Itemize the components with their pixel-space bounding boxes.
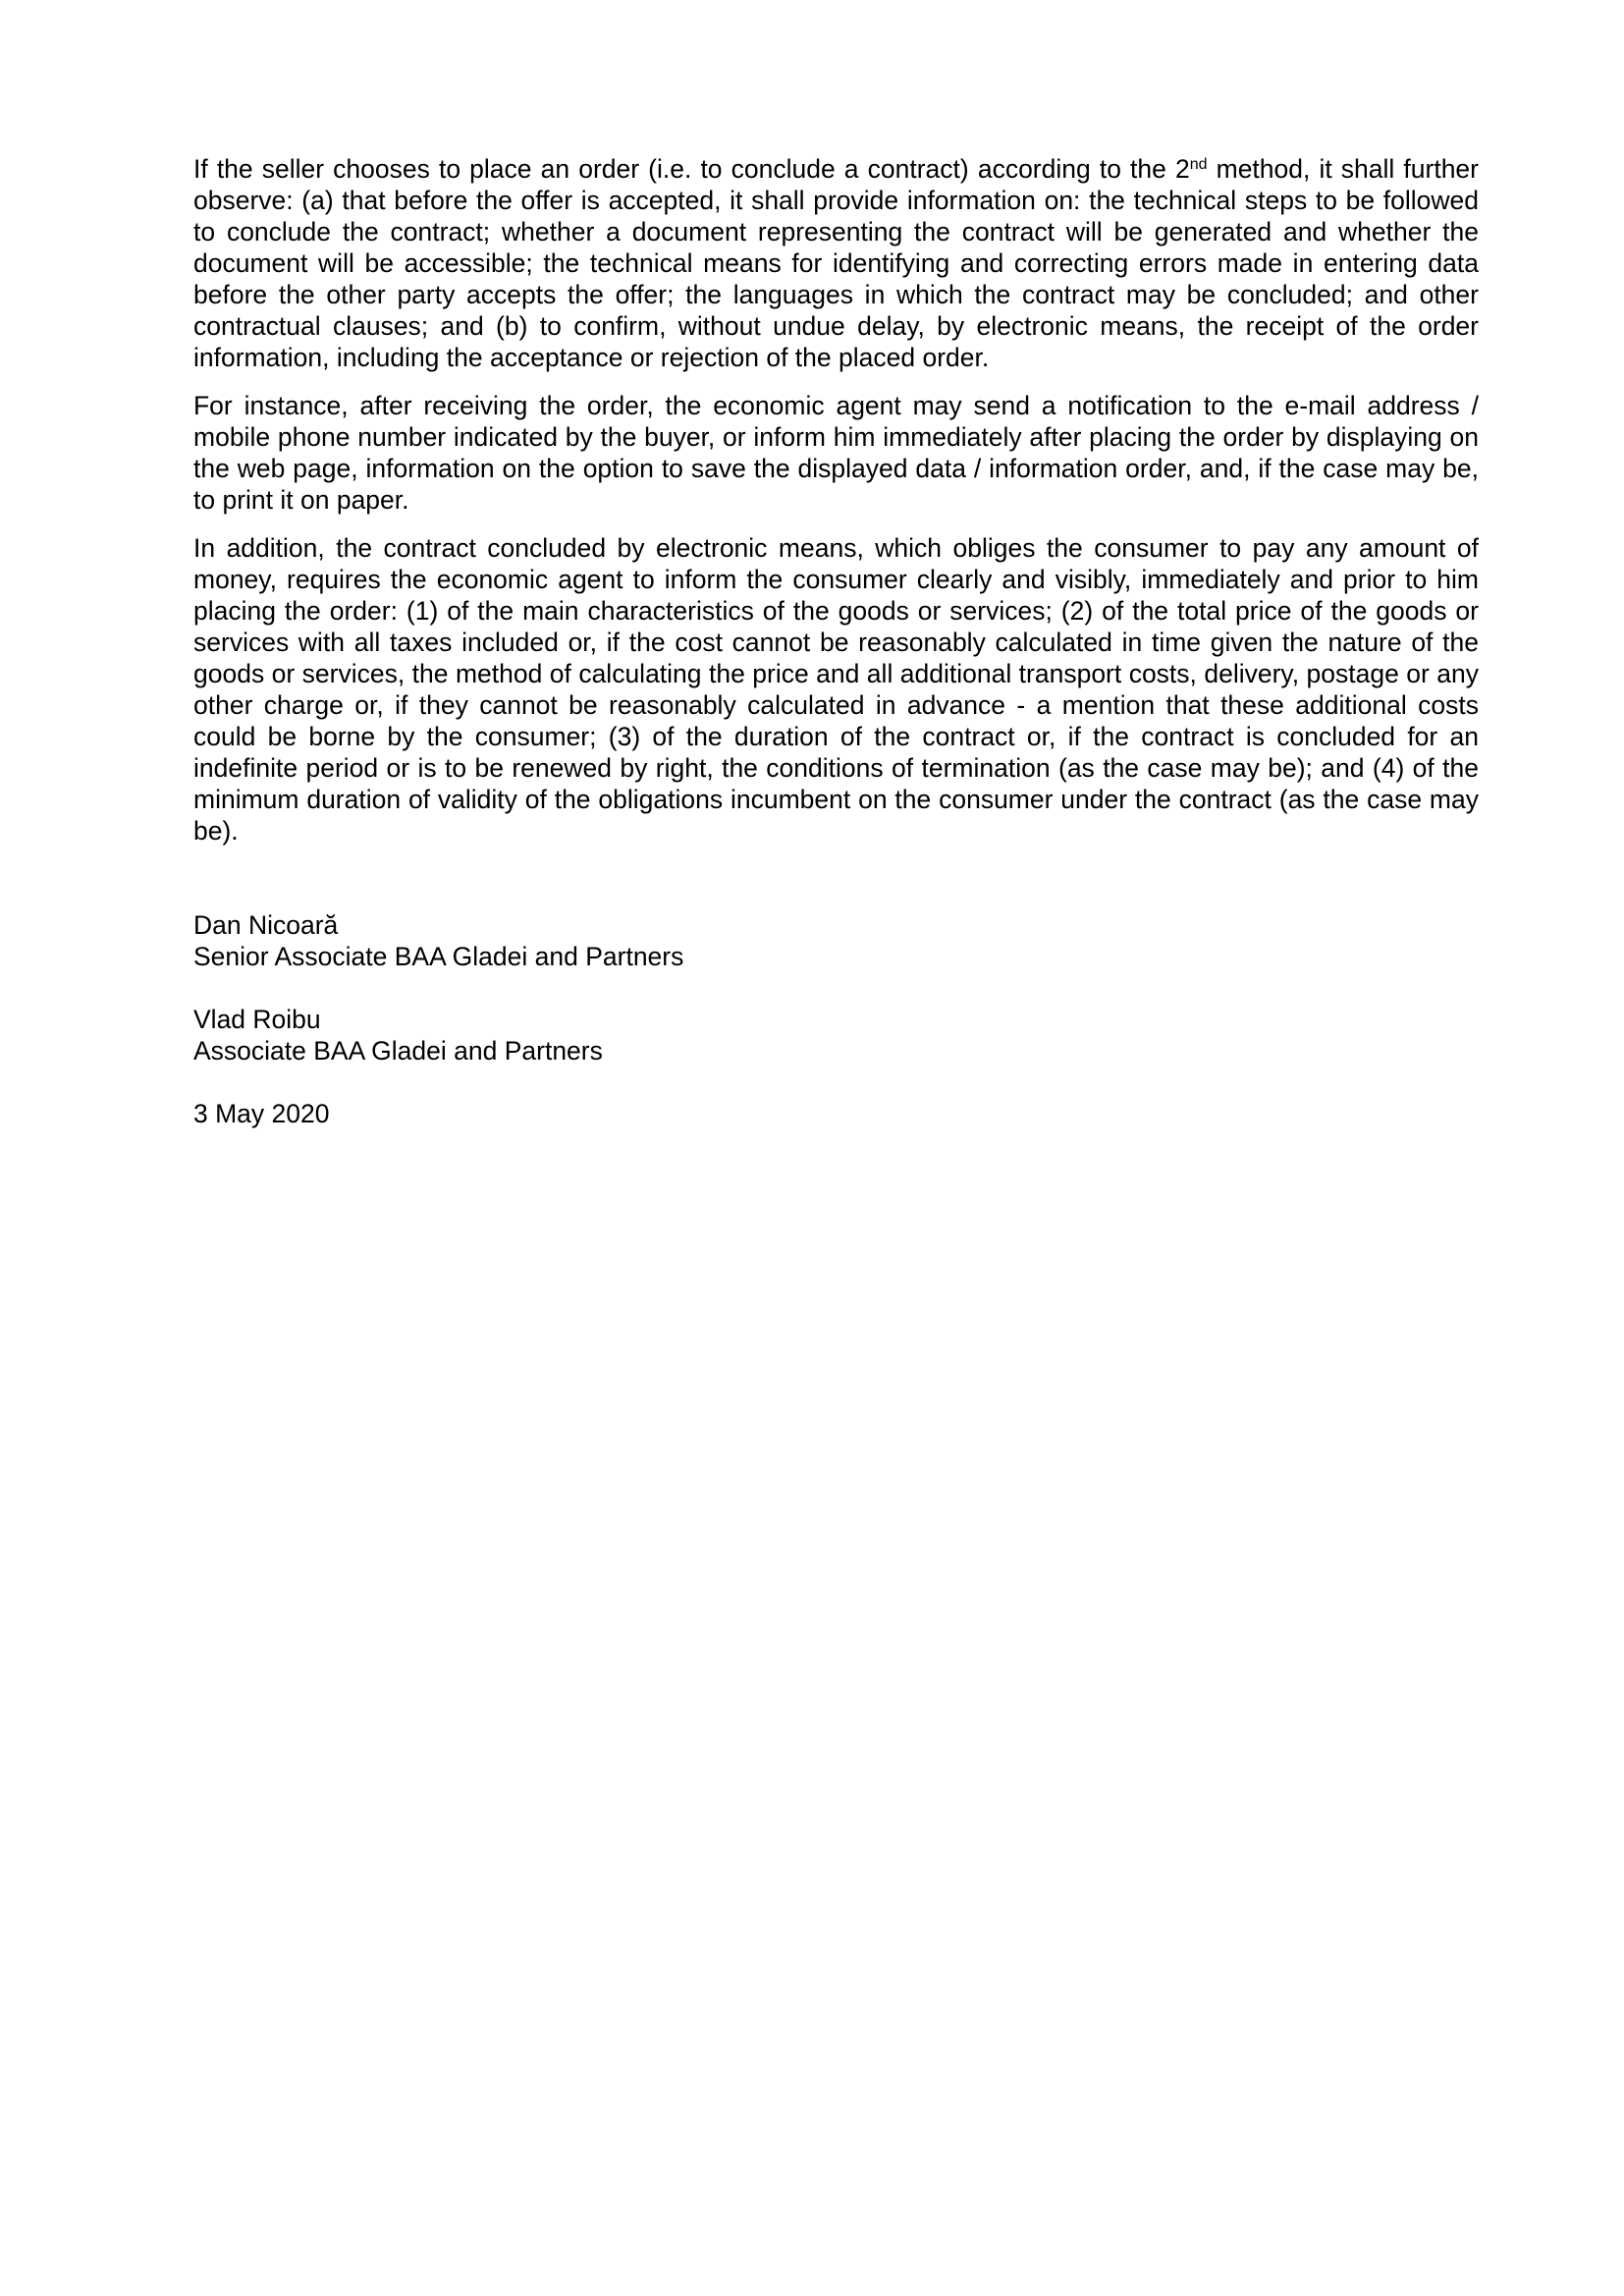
- paragraph-consumer-information: In addition, the contract concluded by electronic means, which obliges the consumer to pay any amount of money, requires the economic agent to inform the consumer clearly and visibly, immediately and prior to him placing the order: (1) of the main characteristics of the goods or services; (2) of the total price of the goods or services with all taxes included or, if the cost cannot be reasonably calculated in time given the nature of the goods or services, the method of calculating the price and all additional transport costs, delivery, postage or any other charge or, if they cannot be reasonably calculated in advance - a mention that these additional costs could be borne by the consumer; (3) of the duration of the contract or, if the contract is concluded for an indefinite period or is to be renewed by right, the conditions of termination (as the case may be); and (4) of the minimum duration of validity of the obligations incumbent on the consumer under the contract (as the case may be).: [193, 533, 1479, 846]
- signatory-name: Dan Nicoară: [193, 910, 339, 940]
- paragraph-order-method: [193, 153, 1479, 373]
- paragraph-text: If the seller chooses to place an order (i.e. to conclude a contract) according to the 2: [193, 154, 1190, 184]
- document-date: 3 May 2020: [193, 1099, 330, 1128]
- signatory-name: Vlad Roibu: [193, 1005, 321, 1034]
- paragraph-notification-example: For instance, after receiving the order, the economic agent may send a notification to the e-mail address / mobile phone number indicated by the buyer, or inform him immediately after placing the order by displaying on the web page, information on the option to save the displayed data / information order, and, if the case may be, to print it on paper.: [193, 391, 1479, 515]
- document-page: [193, 153, 1479, 1129]
- signature-block: [193, 1004, 1479, 1066]
- paragraph-text: method, it shall further observe: (a) that before the offer is accepted, it shall provide information on: the technical steps to be followed to conclude the contract; whether a document representing the contract will be generated and whether the document will be accessible; the technical means for identifying and correcting errors made in entering data before the other party accepts the offer; the languages in which the contract may be concluded; and other contractual clauses; and (b) to confirm, without undue delay, by electronic means, the receipt of the order information, including the acceptance or rejection of the placed order.: [193, 154, 1479, 372]
- ordinal-superscript: nd: [1189, 156, 1208, 174]
- signatory-title: Senior Associate BAA Gladei and Partners: [193, 942, 684, 971]
- signatures: [193, 909, 1479, 1129]
- signatory-title: Associate BAA Gladei and Partners: [193, 1036, 603, 1066]
- signature-block: [193, 909, 1479, 972]
